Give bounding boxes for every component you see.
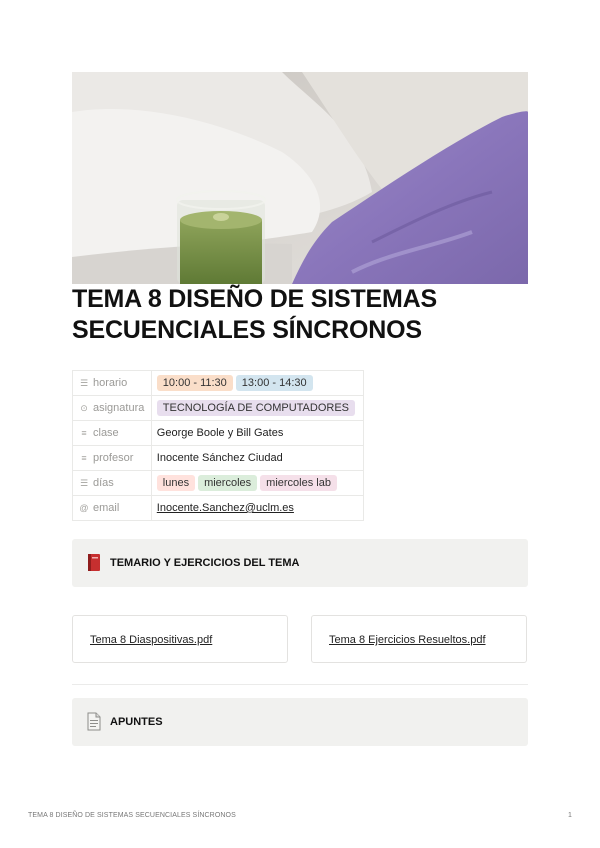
property-label-clase: ≡ clase <box>73 421 152 446</box>
divider <box>72 684 528 685</box>
property-value-dias[interactable] <box>151 471 363 496</box>
page-icon <box>86 712 102 732</box>
property-row-horario <box>73 371 364 396</box>
property-value-asignatura[interactable] <box>151 396 363 421</box>
list-icon: ☰ <box>79 478 89 488</box>
property-row-dias <box>73 471 364 496</box>
cover-image <box>72 72 528 284</box>
tag-dia-miercoles: miercoles <box>198 475 257 491</box>
tag-asignatura: TECNOLOGÍA DE COMPUTADORES <box>157 400 355 416</box>
property-row-clase <box>73 421 364 446</box>
property-label-horario: ☰ horario <box>73 371 152 396</box>
tag-dia-miercoles-lab: miercoles lab <box>260 475 337 491</box>
callout-temario <box>72 539 528 587</box>
callout-apuntes <box>72 698 528 746</box>
page-title: TEMA 8 DISEÑO DE SISTEMAS SECUENCIALES SÍNCRONOS <box>72 285 437 344</box>
property-label-email: @ email <box>73 496 152 521</box>
tag-dia-lunes: lunes <box>157 475 195 491</box>
property-value-email[interactable] <box>151 496 363 521</box>
tag-horario-2: 13:00 - 14:30 <box>236 375 313 391</box>
cover-photo-bed-matcha <box>72 72 528 284</box>
property-value-horario[interactable] <box>151 371 363 396</box>
property-value-profesor[interactable]: Inocente Sánchez Ciudad <box>151 446 363 471</box>
property-row-profesor <box>73 446 364 471</box>
list-icon: ☰ <box>79 378 89 388</box>
at-icon: @ <box>79 503 89 513</box>
property-row-asignatura <box>73 396 364 421</box>
file-attachment-diapositivas[interactable] <box>72 615 288 663</box>
select-icon: ⊙ <box>80 403 88 413</box>
property-label-profesor: ≡ profesor <box>73 446 152 471</box>
property-row-email <box>73 496 364 521</box>
property-value-clase[interactable]: George Boole y Bill Gates <box>151 421 363 446</box>
text-icon: ≡ <box>81 453 87 463</box>
page-number: 1 <box>568 812 572 819</box>
file-link-ejercicios[interactable]: Tema 8 Ejercicios Resueltos.pdf <box>329 634 486 646</box>
file-link-diapositivas[interactable]: Tema 8 Diaspositivas.pdf <box>90 634 213 646</box>
tag-horario-1: 10:00 - 11:30 <box>157 375 233 391</box>
email-link[interactable]: Inocente.Sanchez@uclm.es <box>156 502 294 514</box>
footer-title: TEMA 8 DISEÑO DE SISTEMAS SECUENCIALES SÍNCRONOS <box>28 812 236 819</box>
file-attachment-ejercicios[interactable] <box>311 615 527 663</box>
property-label-dias: ☰ días <box>73 471 152 496</box>
property-label-asignatura: ⊙ asignatura <box>73 396 152 421</box>
text-icon: ≡ <box>81 428 87 438</box>
properties-table <box>72 370 364 521</box>
callout-temario-label: TEMARIO Y EJERCICIOS DEL TEMA <box>110 557 300 569</box>
callout-apuntes-label: APUNTES <box>110 716 163 728</box>
red-book-icon <box>86 553 102 573</box>
